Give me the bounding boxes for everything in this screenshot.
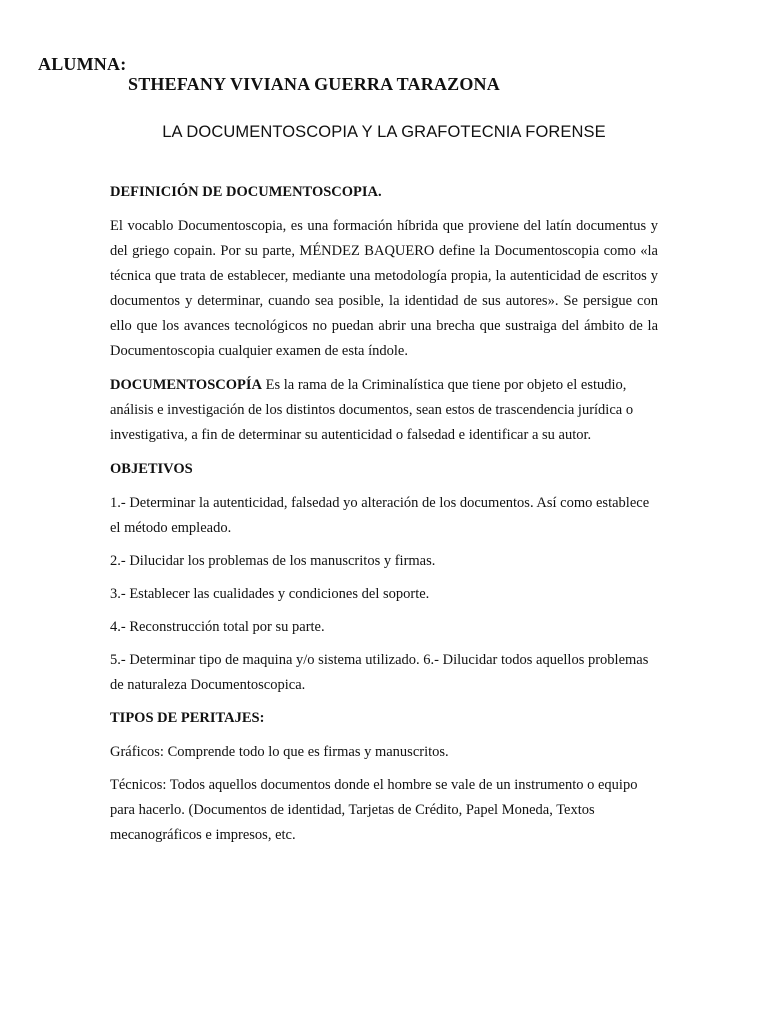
objective-item: 1.- Determinar la autenticidad, falsedad yo alteración de los documentos. Así como establece el método empleado.: [110, 495, 650, 536]
document-title: LA DOCUMENTOSCOPIA Y LA GRAFOTECNIA FORENSE: [162, 123, 606, 141]
objectives-heading: OBJETIVOS: [110, 461, 193, 477]
definition-paragraph: El vocablo Documentoscopia, es una formación híbrida que proviene del latín documentus y del griego copain. Por su parte, MÉNDEZ BAQUERO define la Documentoscopia como «la técnica que trata de establecer, mediante una metodología propia, la autenticidad de escritos y documentos y determinar, cuando sea posible, la identidad de sus autores». Se persigue con ello que los avances tecnológicos no puedan abrir una brecha que sustraiga del ámbito de la Documentoscopia cualquier examen de esta índole.: [110, 218, 658, 359]
documentoscopia-term: DOCUMENTOSCOPÍA: [110, 377, 262, 393]
student-name: STHEFANY VIVIANA GUERRA TARAZONA: [128, 74, 500, 94]
objective-item: 5.- Determinar tipo de maquina y/o sistema utilizado. 6.- Dilucidar todos aquellos problemas de naturaleza Documentoscopica.: [110, 652, 649, 693]
objective-item: 3.- Establecer las cualidades y condiciones del soporte.: [110, 586, 430, 602]
objective-item: 4.- Reconstrucción total por su parte.: [110, 619, 325, 635]
document-body: [110, 180, 658, 856]
documentoscopia-text: Es la rama de la Criminalística que tiene por objeto el estudio, análisis e investigación de los distintos documentos, sean estos de trascendencia jurídica o investigativa, a fin de determinar su autenticidad o falsedad e identificar a su autor.: [110, 377, 634, 443]
expert-types-heading: TIPOS DE PERITAJES:: [110, 710, 265, 726]
definition-heading: DEFINICIÓN DE DOCUMENTOSCOPIA.: [110, 184, 382, 200]
expert-type-item: Técnicos: Todos aquellos documentos donde el hombre se vale de un instrumento o equipo para hacerlo. (Documentos de identidad, Tarjetas de Crédito, Papel Moneda, Textos mecanográficos e impresos, etc.: [110, 777, 638, 843]
objective-item: 2.- Dilucidar los problemas de los manuscritos y firmas.: [110, 553, 436, 569]
expert-type-item: Gráficos: Comprende todo lo que es firmas y manuscritos.: [110, 744, 449, 760]
documentoscopia-paragraph: [110, 373, 658, 448]
student-label: ALUMNA:: [38, 54, 127, 74]
